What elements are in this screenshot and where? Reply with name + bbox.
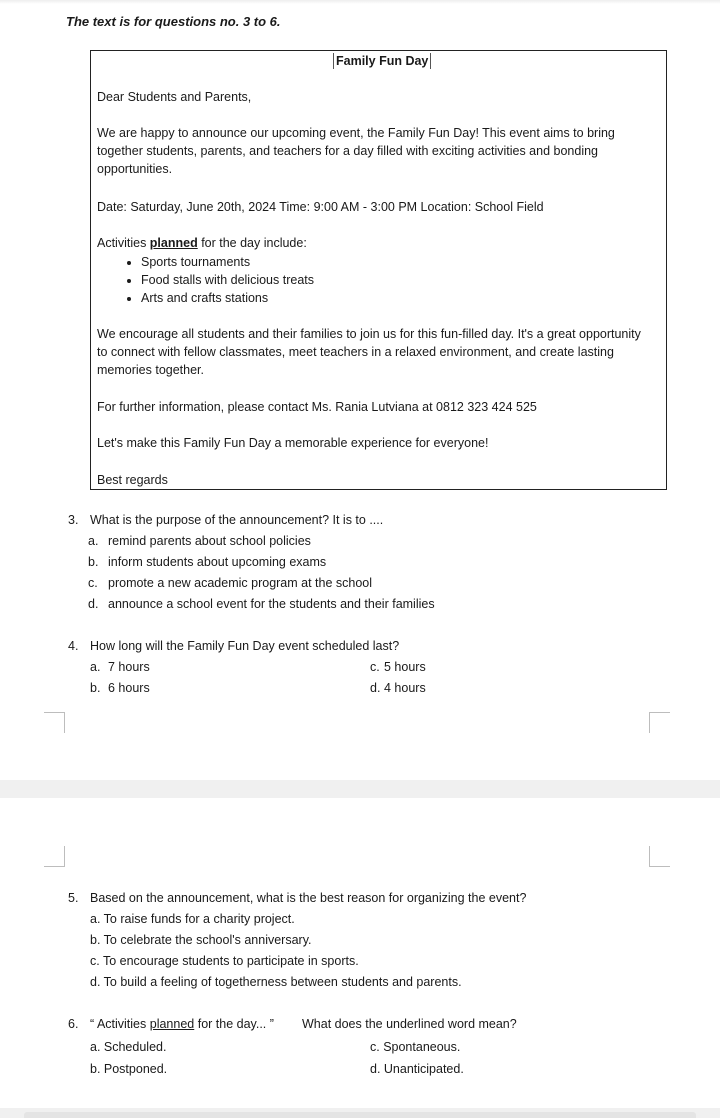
list-item: • Arts and crafts stations <box>141 289 314 307</box>
crop-mark-bottom-right <box>649 846 670 867</box>
question-5-number: 5. <box>68 891 79 905</box>
activities-suffix: for the day include: <box>197 236 307 250</box>
question-6-text: What does the underlined word mean? <box>302 1017 517 1031</box>
q6-option-d: d. Unanticipated. <box>370 1062 464 1076</box>
page-top-edge <box>0 0 720 4</box>
list-item: • Food stalls with delicious treats <box>141 271 314 289</box>
q6-option-c: c. Spontaneous. <box>370 1040 461 1054</box>
q3-option-a: remind parents about school policies <box>108 534 311 548</box>
q4-option-b-letter: b. <box>90 681 101 695</box>
q3-option-c: promote a new academic program at the school <box>108 576 373 590</box>
page-bottom-edge <box>0 1108 720 1118</box>
activities-prefix: Activities <box>97 236 150 250</box>
announcement-paragraph-1: We are happy to announce our upcoming event, the Family Fun Day! This event aims to bring together students, parents, and teachers for a day filled with exciting activities and bonding opportunities. <box>97 126 615 176</box>
q5-option-c: c. To encourage students to participate in sports. <box>90 954 359 968</box>
q3-option-d-letter: d. <box>88 597 99 611</box>
contact-info: For further information, please contact Ms. Rania Lutviana at 0812 323 424 525 <box>97 400 537 414</box>
announcement-paragraph-2: We encourage all students and their families to join us for this fun-filled day. It's a great opportunity to connect with fellow classmates, meet teachers in a relaxed environment, and create lasting memories together. <box>97 327 641 377</box>
q4-option-d: 4 hours <box>384 681 426 695</box>
q4-option-c: 5 hours <box>384 660 426 674</box>
question-3-text: What is the purpose of the announcement? It is to .... <box>90 513 384 527</box>
q4-option-a-letter: a. <box>90 660 101 674</box>
quote-open: “ Activities <box>90 1017 150 1031</box>
question-6-number: 6. <box>68 1017 79 1031</box>
announcement-title: Family Fun Day <box>333 53 431 69</box>
greeting: Dear Students and Parents, <box>97 90 252 104</box>
signoff: Best regards <box>97 473 168 487</box>
page-gap <box>0 780 720 798</box>
q4-option-b: 6 hours <box>108 681 150 695</box>
q3-option-a-letter: a. <box>88 534 99 548</box>
q5-option-a: a. To raise funds for a charity project. <box>90 912 295 926</box>
underlined-word-planned: planned <box>149 236 198 250</box>
event-details: Date: Saturday, June 20th, 2024 Time: 9:00 AM - 3:00 PM Location: School Field <box>97 200 544 214</box>
question-5-text: Based on the announcement, what is the best reason for organizing the event? <box>90 891 527 905</box>
q5-option-b: b. To celebrate the school's anniversary. <box>90 933 312 947</box>
question-6-quote <box>90 1015 274 1033</box>
question-3-number: 3. <box>68 513 79 527</box>
quote-close: for the day... ” <box>194 1017 274 1031</box>
activities-intro <box>97 234 642 252</box>
activities-list <box>97 253 314 307</box>
q5-option-d: d. To build a feeling of togetherness between students and parents. <box>90 975 462 989</box>
q4-option-c-letter: c. <box>370 660 380 674</box>
crop-mark-top-left <box>44 712 65 733</box>
q3-option-b-letter: b. <box>88 555 99 569</box>
q4-option-a: 7 hours <box>108 660 150 674</box>
list-item: • Sports tournaments <box>141 253 314 271</box>
underlined-word-planned: planned <box>149 1017 195 1031</box>
announcement-box <box>90 50 667 490</box>
question-4-text: How long will the Family Fun Day event scheduled last? <box>90 639 400 653</box>
crop-mark-bottom-left <box>44 846 65 867</box>
question-4-number: 4. <box>68 639 79 653</box>
q6-option-a: a. Scheduled. <box>90 1040 167 1054</box>
q3-option-b: inform students about upcoming exams <box>108 555 327 569</box>
q6-option-b: b. Postponed. <box>90 1062 168 1076</box>
page-2 <box>0 798 720 1108</box>
q3-option-c-letter: c. <box>88 576 98 590</box>
q4-option-d-letter: d. <box>370 681 381 695</box>
crop-mark-top-right <box>649 712 670 733</box>
q3-option-d: announce a school event for the students and their families <box>108 597 435 611</box>
closing-line: Let's make this Family Fun Day a memorable experience for everyone! <box>97 436 489 450</box>
next-page-edge <box>24 1112 696 1118</box>
intro-text: The text is for questions no. 3 to 6. <box>66 14 281 29</box>
